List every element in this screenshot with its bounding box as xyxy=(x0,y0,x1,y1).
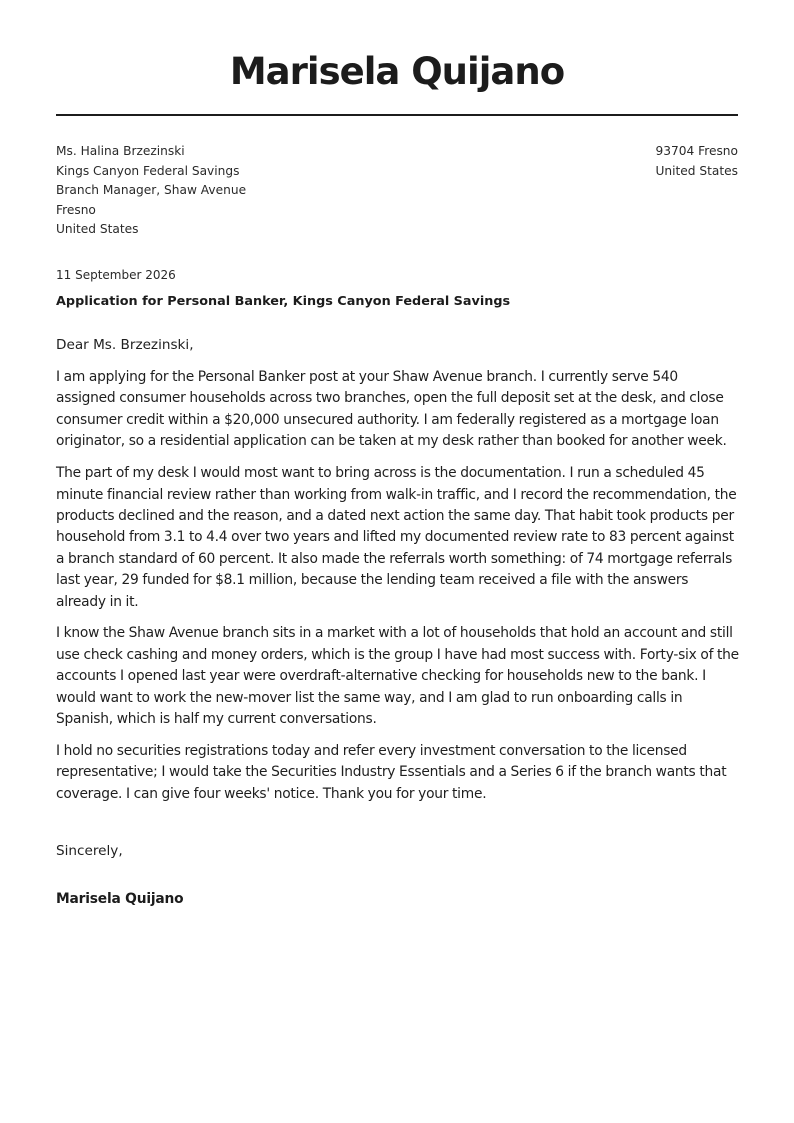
sender-address-block xyxy=(655,142,738,181)
sender-country: United States xyxy=(655,163,738,178)
letter-salutation: Dear Ms. Brzezinski, xyxy=(56,337,194,353)
body-paragraph: I hold no securities registrations today and refer every investment conversation to the licensed representative; I would take the Securities Industry Essentials and a Series 6 if the branch wants that coverage. I can give four weeks' notice. Thank you for your time. xyxy=(56,743,727,802)
applicant-name-heading: Marisela Quijano xyxy=(229,50,565,93)
body-paragraph: I know the Shaw Avenue branch sits in a market with a lot of households that hold an account and still use check cashing and money orders, which is the group I have had most success with. Forty-six of the accounts I opened last year were overdraft-alternative checking for households new to the bank. I would want to work the new-mover list the same way, and I am glad to run onboarding calls in Spanish, which is half my current conversations. xyxy=(56,625,739,728)
letter-body xyxy=(56,367,740,816)
letter-subject: Application for Personal Banker, Kings Canyon Federal Savings xyxy=(56,294,511,309)
recipient-address-block xyxy=(56,142,246,240)
letter-signature-name: Marisela Quijano xyxy=(56,891,184,907)
recipient-name: Ms. Halina Brzezinski xyxy=(56,144,185,158)
recipient-organization: Kings Canyon Federal Savings xyxy=(56,163,240,178)
header-divider xyxy=(56,114,738,116)
letter-closing: Sincerely, xyxy=(56,843,123,859)
body-paragraph: The part of my desk I would most want to bring across is the documentation. I run a scheduled 45 minute financial review rather than working from walk-in traffic, and I record the recommendation, the products declined and the reason, and a dated next action the same day. That habit took products per household from 3.1 to 4.4 over two years and lifted my documented review rate to 83 percent against a branch standard of 60 percent. It also made the referrals worth something: of 74 mortgage referrals last year, 29 funded for $8.1 million, because the lending team received a file with the answers already in it. xyxy=(56,465,737,610)
body-paragraph: I am applying for the Personal Banker post at your Shaw Avenue branch. I currently serve 540 assigned consumer households across two branches, open the full deposit set at the desk, and close consumer credit within a $20,000 unsecured authority. I am federally registered as a mortgage loan originator, so a residential application can be taken at my desk rather than booked for another week. xyxy=(56,369,727,450)
recipient-city: Fresno xyxy=(56,202,96,217)
sender-postal-city: 93704 Fresno xyxy=(655,144,738,158)
recipient-title: Branch Manager, Shaw Avenue xyxy=(56,183,247,198)
recipient-country: United States xyxy=(56,222,139,237)
letter-date: 11 September 2026 xyxy=(56,268,176,282)
